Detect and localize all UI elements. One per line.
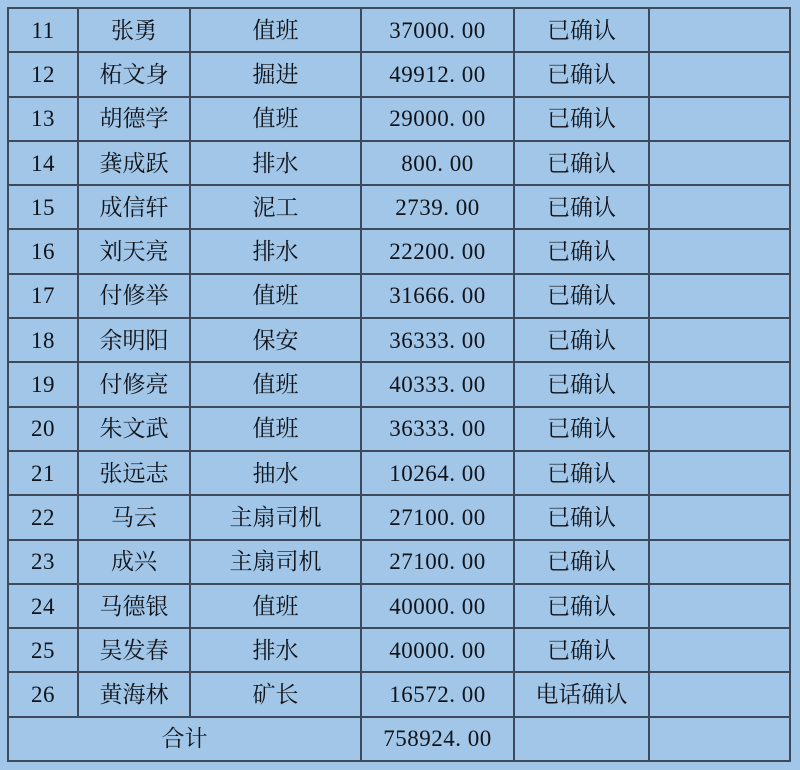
status-cell: 已确认: [514, 141, 649, 185]
note-cell: [649, 229, 790, 273]
table-row: [8, 628, 790, 672]
amount-cell: 800. 00: [361, 141, 514, 185]
status-cell: 已确认: [514, 407, 649, 451]
row-number-cell: 13: [8, 97, 78, 141]
status-cell: 已确认: [514, 229, 649, 273]
status-cell: 已确认: [514, 8, 649, 52]
name-cell: 张勇: [78, 8, 190, 52]
job-cell: 值班: [190, 407, 361, 451]
table-row: [8, 141, 790, 185]
amount-cell: 40000. 00: [361, 584, 514, 628]
table-row: [8, 362, 790, 406]
job-cell: 排水: [190, 628, 361, 672]
name-cell: 胡德学: [78, 97, 190, 141]
name-cell: 成信轩: [78, 185, 190, 229]
status-cell: 已确认: [514, 628, 649, 672]
row-number-cell: 12: [8, 52, 78, 96]
note-cell: [649, 495, 790, 539]
name-cell: 龚成跃: [78, 141, 190, 185]
status-cell: 已确认: [514, 97, 649, 141]
row-number-cell: 26: [8, 672, 78, 716]
status-cell: 已确认: [514, 584, 649, 628]
status-cell: 已确认: [514, 318, 649, 362]
note-cell: [649, 540, 790, 584]
row-number-cell: 11: [8, 8, 78, 52]
table-row: [8, 540, 790, 584]
name-cell: 朱文武: [78, 407, 190, 451]
amount-cell: 31666. 00: [361, 274, 514, 318]
amount-cell: 49912. 00: [361, 52, 514, 96]
name-cell: 余明阳: [78, 318, 190, 362]
note-cell: [649, 318, 790, 362]
amount-cell: 36333. 00: [361, 407, 514, 451]
table-row: [8, 451, 790, 495]
total-row: [8, 717, 790, 761]
name-cell: 马云: [78, 495, 190, 539]
job-cell: 值班: [190, 362, 361, 406]
row-number-cell: 16: [8, 229, 78, 273]
name-cell: 付修举: [78, 274, 190, 318]
name-cell: 马德银: [78, 584, 190, 628]
amount-cell: 27100. 00: [361, 540, 514, 584]
note-cell: [649, 52, 790, 96]
status-cell: 已确认: [514, 52, 649, 96]
table-row: [8, 97, 790, 141]
note-cell: [649, 672, 790, 716]
note-cell: [649, 185, 790, 229]
name-cell: 刘天亮: [78, 229, 190, 273]
total-note-cell: [649, 717, 790, 761]
table-row: [8, 584, 790, 628]
job-cell: 泥工: [190, 185, 361, 229]
job-cell: 值班: [190, 8, 361, 52]
amount-cell: 16572. 00: [361, 672, 514, 716]
job-cell: 矿长: [190, 672, 361, 716]
job-cell: 掘进: [190, 52, 361, 96]
note-cell: [649, 274, 790, 318]
table-body: [8, 8, 790, 761]
row-number-cell: 19: [8, 362, 78, 406]
job-cell: 主扇司机: [190, 540, 361, 584]
note-cell: [649, 362, 790, 406]
note-cell: [649, 451, 790, 495]
row-number-cell: 20: [8, 407, 78, 451]
amount-cell: 2739. 00: [361, 185, 514, 229]
name-cell: 张远志: [78, 451, 190, 495]
status-cell: 电话确认: [514, 672, 649, 716]
job-cell: 排水: [190, 141, 361, 185]
job-cell: 值班: [190, 97, 361, 141]
status-cell: 已确认: [514, 540, 649, 584]
note-cell: [649, 97, 790, 141]
name-cell: 付修亮: [78, 362, 190, 406]
job-cell: 抽水: [190, 451, 361, 495]
table-row: [8, 8, 790, 52]
row-number-cell: 21: [8, 451, 78, 495]
row-number-cell: 23: [8, 540, 78, 584]
amount-cell: 40000. 00: [361, 628, 514, 672]
payroll-table: [7, 7, 791, 762]
amount-cell: 29000. 00: [361, 97, 514, 141]
row-number-cell: 18: [8, 318, 78, 362]
table-row: [8, 407, 790, 451]
row-number-cell: 25: [8, 628, 78, 672]
row-number-cell: 14: [8, 141, 78, 185]
note-cell: [649, 628, 790, 672]
name-cell: 成兴: [78, 540, 190, 584]
amount-cell: 10264. 00: [361, 451, 514, 495]
note-cell: [649, 407, 790, 451]
amount-cell: 27100. 00: [361, 495, 514, 539]
job-cell: 主扇司机: [190, 495, 361, 539]
note-cell: [649, 8, 790, 52]
name-cell: 吴发春: [78, 628, 190, 672]
status-cell: 已确认: [514, 274, 649, 318]
row-number-cell: 17: [8, 274, 78, 318]
table-row: [8, 495, 790, 539]
status-cell: 已确认: [514, 495, 649, 539]
job-cell: 排水: [190, 229, 361, 273]
job-cell: 保安: [190, 318, 361, 362]
job-cell: 值班: [190, 274, 361, 318]
amount-cell: 40333. 00: [361, 362, 514, 406]
table-row: [8, 672, 790, 716]
row-number-cell: 24: [8, 584, 78, 628]
name-cell: 黄海林: [78, 672, 190, 716]
total-amount-cell: 758924. 00: [361, 717, 514, 761]
row-number-cell: 15: [8, 185, 78, 229]
row-number-cell: 22: [8, 495, 78, 539]
amount-cell: 22200. 00: [361, 229, 514, 273]
total-status-cell: [514, 717, 649, 761]
table-row: [8, 274, 790, 318]
status-cell: 已确认: [514, 185, 649, 229]
table-row: [8, 52, 790, 96]
status-cell: 已确认: [514, 362, 649, 406]
name-cell: 柘文身: [78, 52, 190, 96]
status-cell: 已确认: [514, 451, 649, 495]
table-row: [8, 318, 790, 362]
amount-cell: 36333. 00: [361, 318, 514, 362]
note-cell: [649, 141, 790, 185]
table-row: [8, 229, 790, 273]
total-label-cell: 合计: [8, 717, 361, 761]
table-row: [8, 185, 790, 229]
job-cell: 值班: [190, 584, 361, 628]
amount-cell: 37000. 00: [361, 8, 514, 52]
note-cell: [649, 584, 790, 628]
